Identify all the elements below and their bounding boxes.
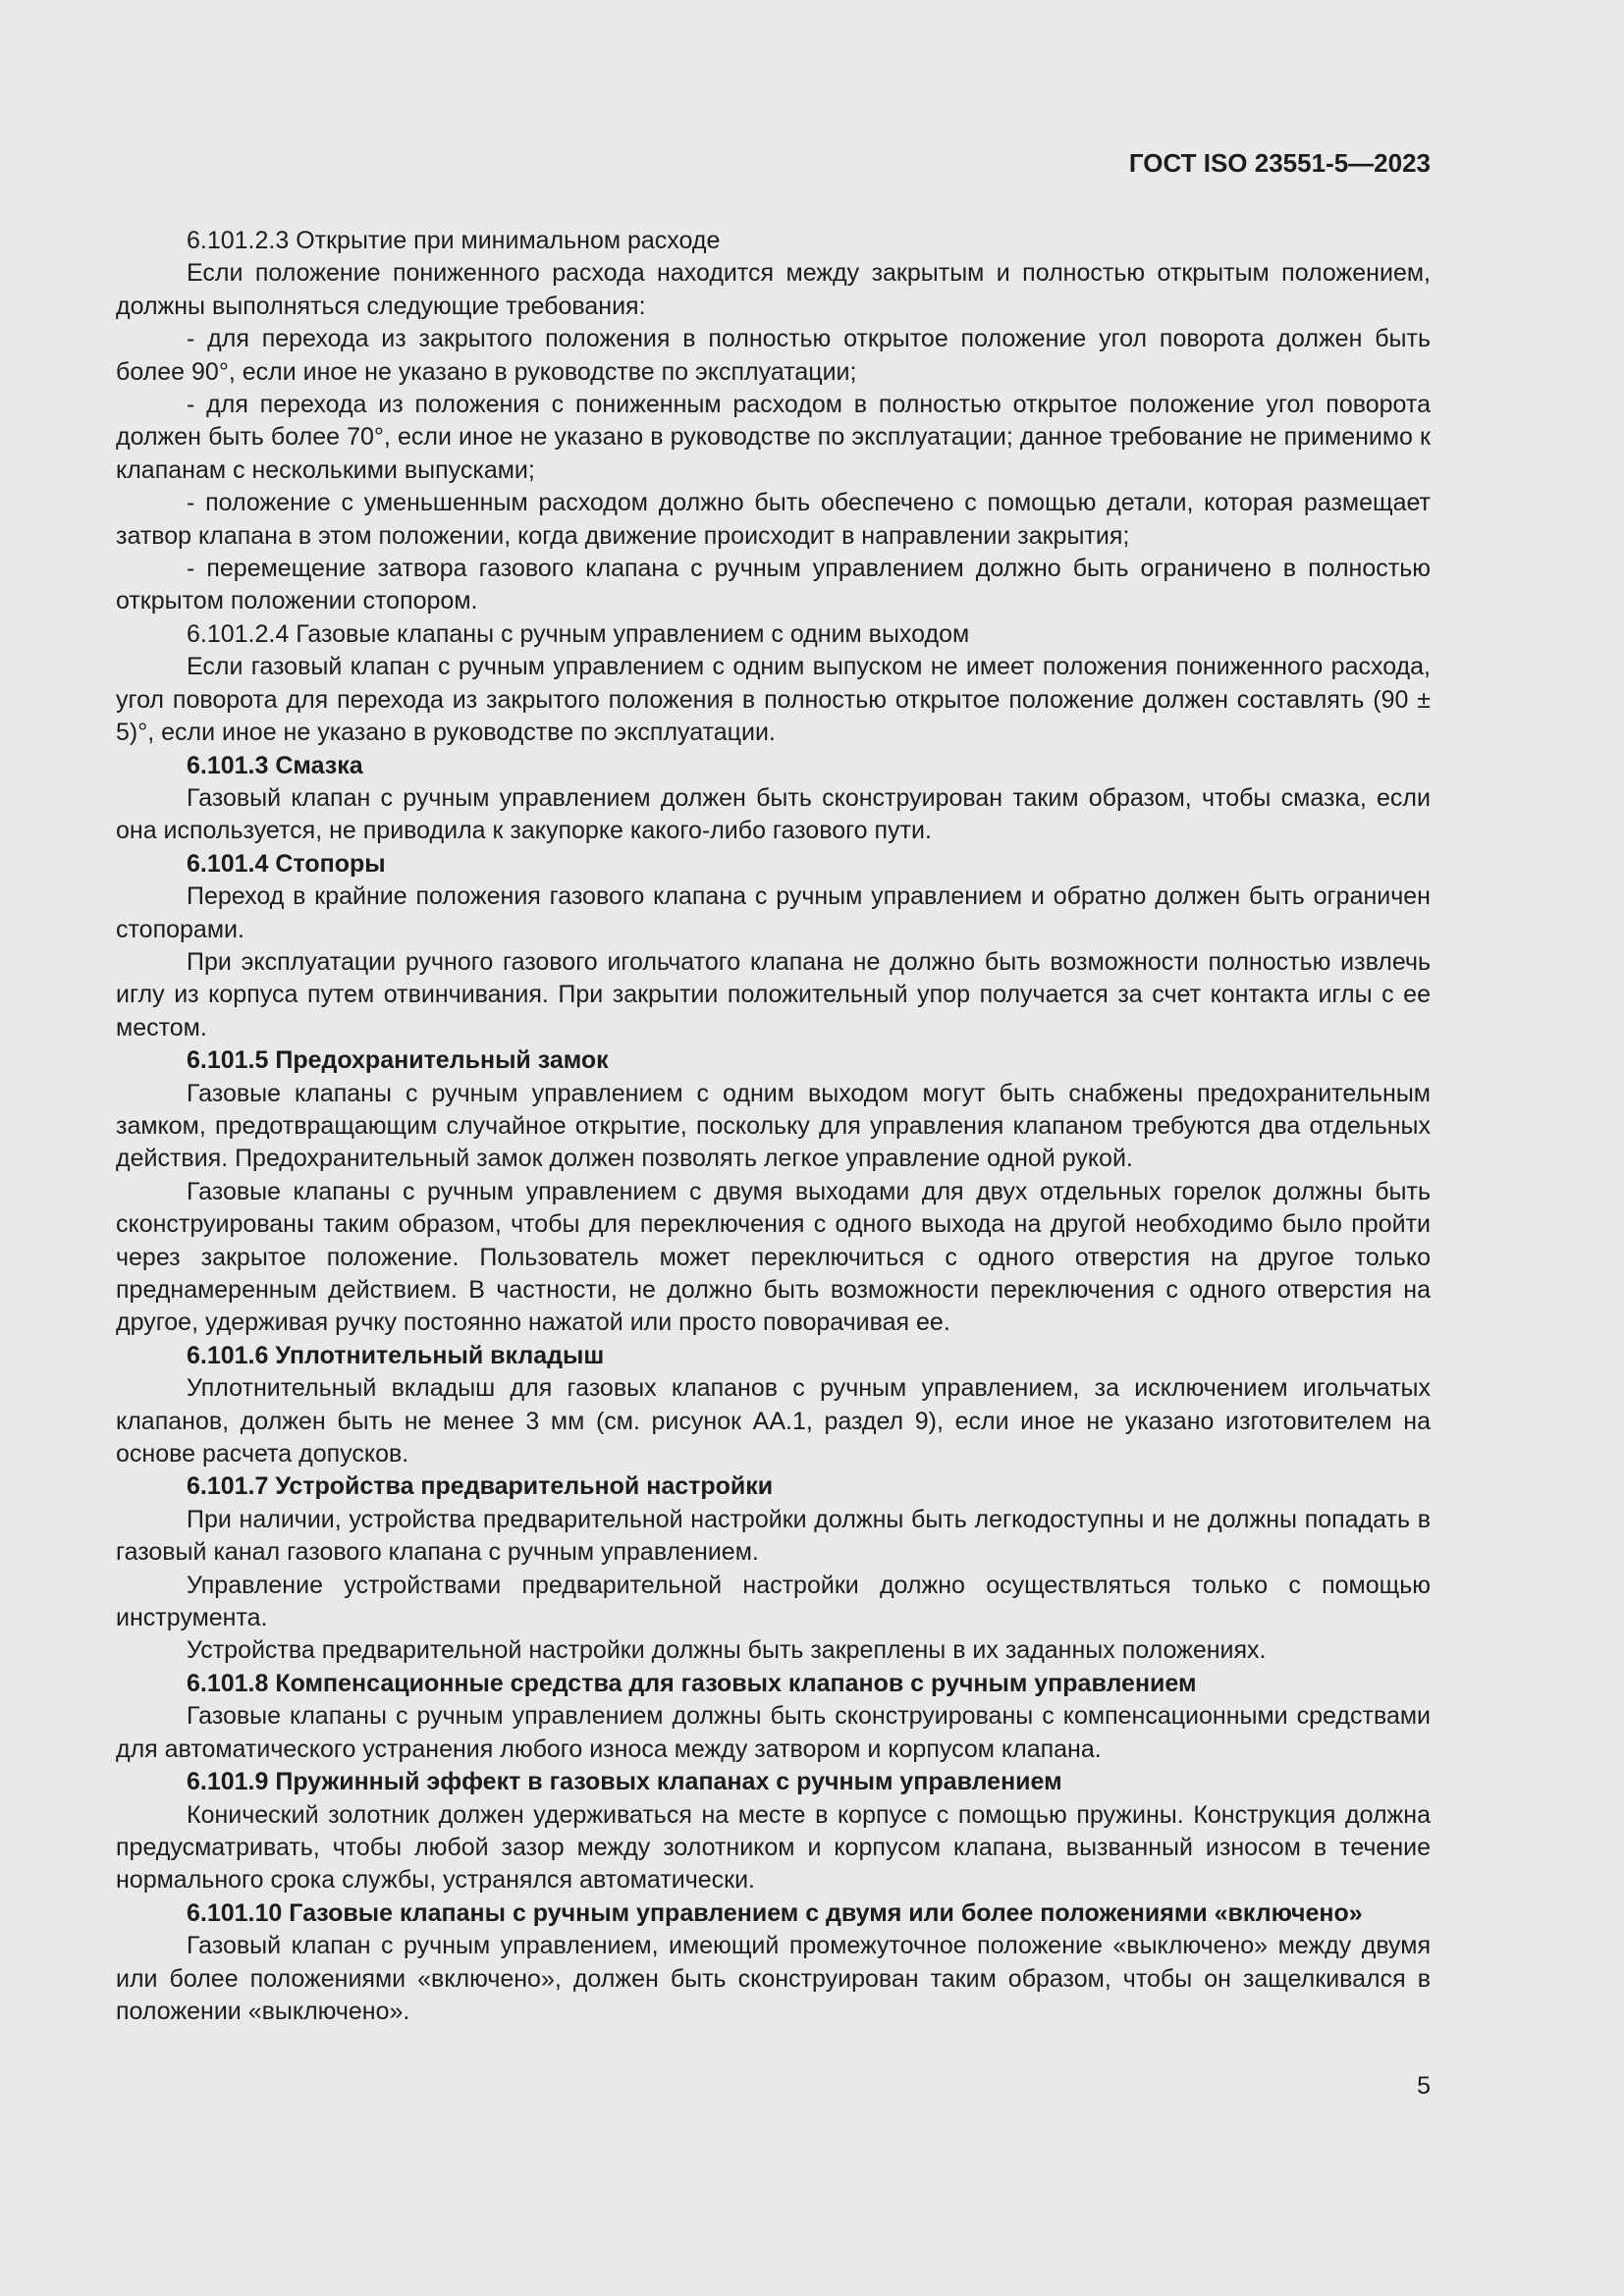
page-number: 5 (1417, 2072, 1431, 2100)
document-body (116, 225, 1431, 2028)
section-heading: 6.101.8 Компенсационные средства для газовых клапанов с ручным управлением (187, 1669, 1197, 1697)
paragraph: Конический золотник должен удерживаться на месте в корпусе с помощью пружины. Конструкция должна предусматривать, чтобы любой зазор между золотником и корпусом клапана, вызванный износом в течение нормального срока службы, устранялся автоматически. (116, 1800, 1431, 1895)
paragraph: Газовый клапан с ручным управлением, имеющий промежуточное положение «выключено» между двумя или более положениями «включено», должен быть сконструирован таким образом, чтобы он защелкивался в положении «выключено». (116, 1932, 1431, 2025)
section-heading: 6.101.6 Уплотнительный вкладыш (187, 1341, 605, 1369)
paragraph: Газовый клапан с ручным управлением должен быть сконструирован таким образом, чтобы смазка, если она используется, не приводила к закупорке какого-либо газового пути. (116, 783, 1431, 845)
section-heading: 6.101.7 Устройства предварительной настройки (187, 1472, 774, 1501)
paragraph: Устройства предварительной настройки должны быть закреплены в их заданных положениях. (187, 1636, 1267, 1665)
document-header (116, 146, 1431, 180)
section-heading: 6.101.10 Газовые клапаны с ручным управлением с двумя или более положениями «включено» (187, 1898, 1363, 1927)
list-item: - для перехода из положения с пониженным расходом в полностью открытое положение угол поворота должен быть более 70°, если иное не указано в руководстве по эксплуатации; данное требование не применимо к клапанам с несколькими выпусками; (116, 391, 1431, 484)
paragraph: Уплотнительный вкладыш для газовых клапанов с ручным управлением, за исключением игольчатых клапанов, должен быть не менее 3 мм (см. рисунок АА.1, раздел 9), если иное не указано изготовителем на основе расчета допусков. (116, 1374, 1431, 1468)
subsection-title: 6.101.2.3 Открытие при минимальном расходе (187, 227, 721, 254)
paragraph: Если положение пониженного расхода находится между закрытым и полностью открытым положением, должны выполняться следующие требования: (116, 259, 1431, 320)
list-item: - положение с уменьшенным расходом должно быть обеспечено с помощью детали, которая размещает затвор клапана в этом положении, когда движение происходит в направлении закрытия; (116, 489, 1431, 550)
paragraph: Газовые клапаны с ручным управлением с двумя выходами для двух отдельных горелок должны быть сконструированы таким образом, чтобы для переключения с одного выхода на другой необходимо было пройти через закрытое положение. Пользователь может переключиться с одного отверстия на другое только преднамеренным действием. В частности, не должно быть возможности переключения с одного отверстия на другое, удерживая ручку постоянно нажатой или просто поворачивая ее. (116, 1177, 1431, 1337)
paragraph: При эксплуатации ручного газового игольчатого клапана не должно быть возможности полностью извлечь иглу из корпуса путем отвинчивания. При закрытии положительный упор получается за счет контакта иглы с ее местом. (116, 947, 1431, 1041)
list-item: - для перехода из закрытого положения в полностью открытое положение угол поворота должен быть более 90°, если иное не указано в руководстве по эксплуатации; (116, 325, 1431, 386)
paragraph: Переход в крайние положения газового клапана с ручным управлением и обратно должен быть ограничен стопорами. (116, 882, 1431, 943)
section-heading: 6.101.4 Стопоры (187, 849, 386, 878)
paragraph: При наличии, устройства предварительной настройки должны быть легкодоступны и не должны попадать в газовый канал газового клапана с ручным управлением. (116, 1505, 1431, 1567)
section-heading: 6.101.9 Пружинный эффект в газовых клапанах с ручным управлением (187, 1768, 1062, 1796)
paragraph: Если газовый клапан с ручным управлением с одним выпуском не имеет положения пониженного расхода, угол поворота для перехода из закрытого положения в полностью открытое положение должен составлять (90 ± 5)°, если иное не указано в руководстве по эксплуатации. (116, 653, 1431, 747)
document-id: ГОСТ ISO 23551-5—2023 (1128, 148, 1431, 178)
paragraph: Управление устройствами предварительной настройки должно осуществляться только с помощью инструмента. (116, 1571, 1431, 1632)
section-heading: 6.101.3 Смазка (187, 751, 363, 779)
paragraph: Газовые клапаны с ручным управлением с одним выходом могут быть снабжены предохранительным замком, предотвращающим случайное открытие, поскольку для управления клапаном требуются два отдельных действия. Предохранительный замок должен позволять легкое управление одной рукой. (116, 1079, 1431, 1173)
paragraph: Газовые клапаны с ручным управлением должны быть сконструированы с компенсационными средствами для автоматического устранения любого износа между затвором и корпусом клапана. (116, 1702, 1431, 1763)
section-heading: 6.101.5 Предохранительный замок (187, 1046, 609, 1075)
subsection-title: 6.101.2.4 Газовые клапаны с ручным управлением с одним выходом (187, 619, 970, 648)
list-item: - перемещение затвора газового клапана с ручным управлением должно быть ограничено в полностью открытом положении стопором. (116, 555, 1431, 615)
